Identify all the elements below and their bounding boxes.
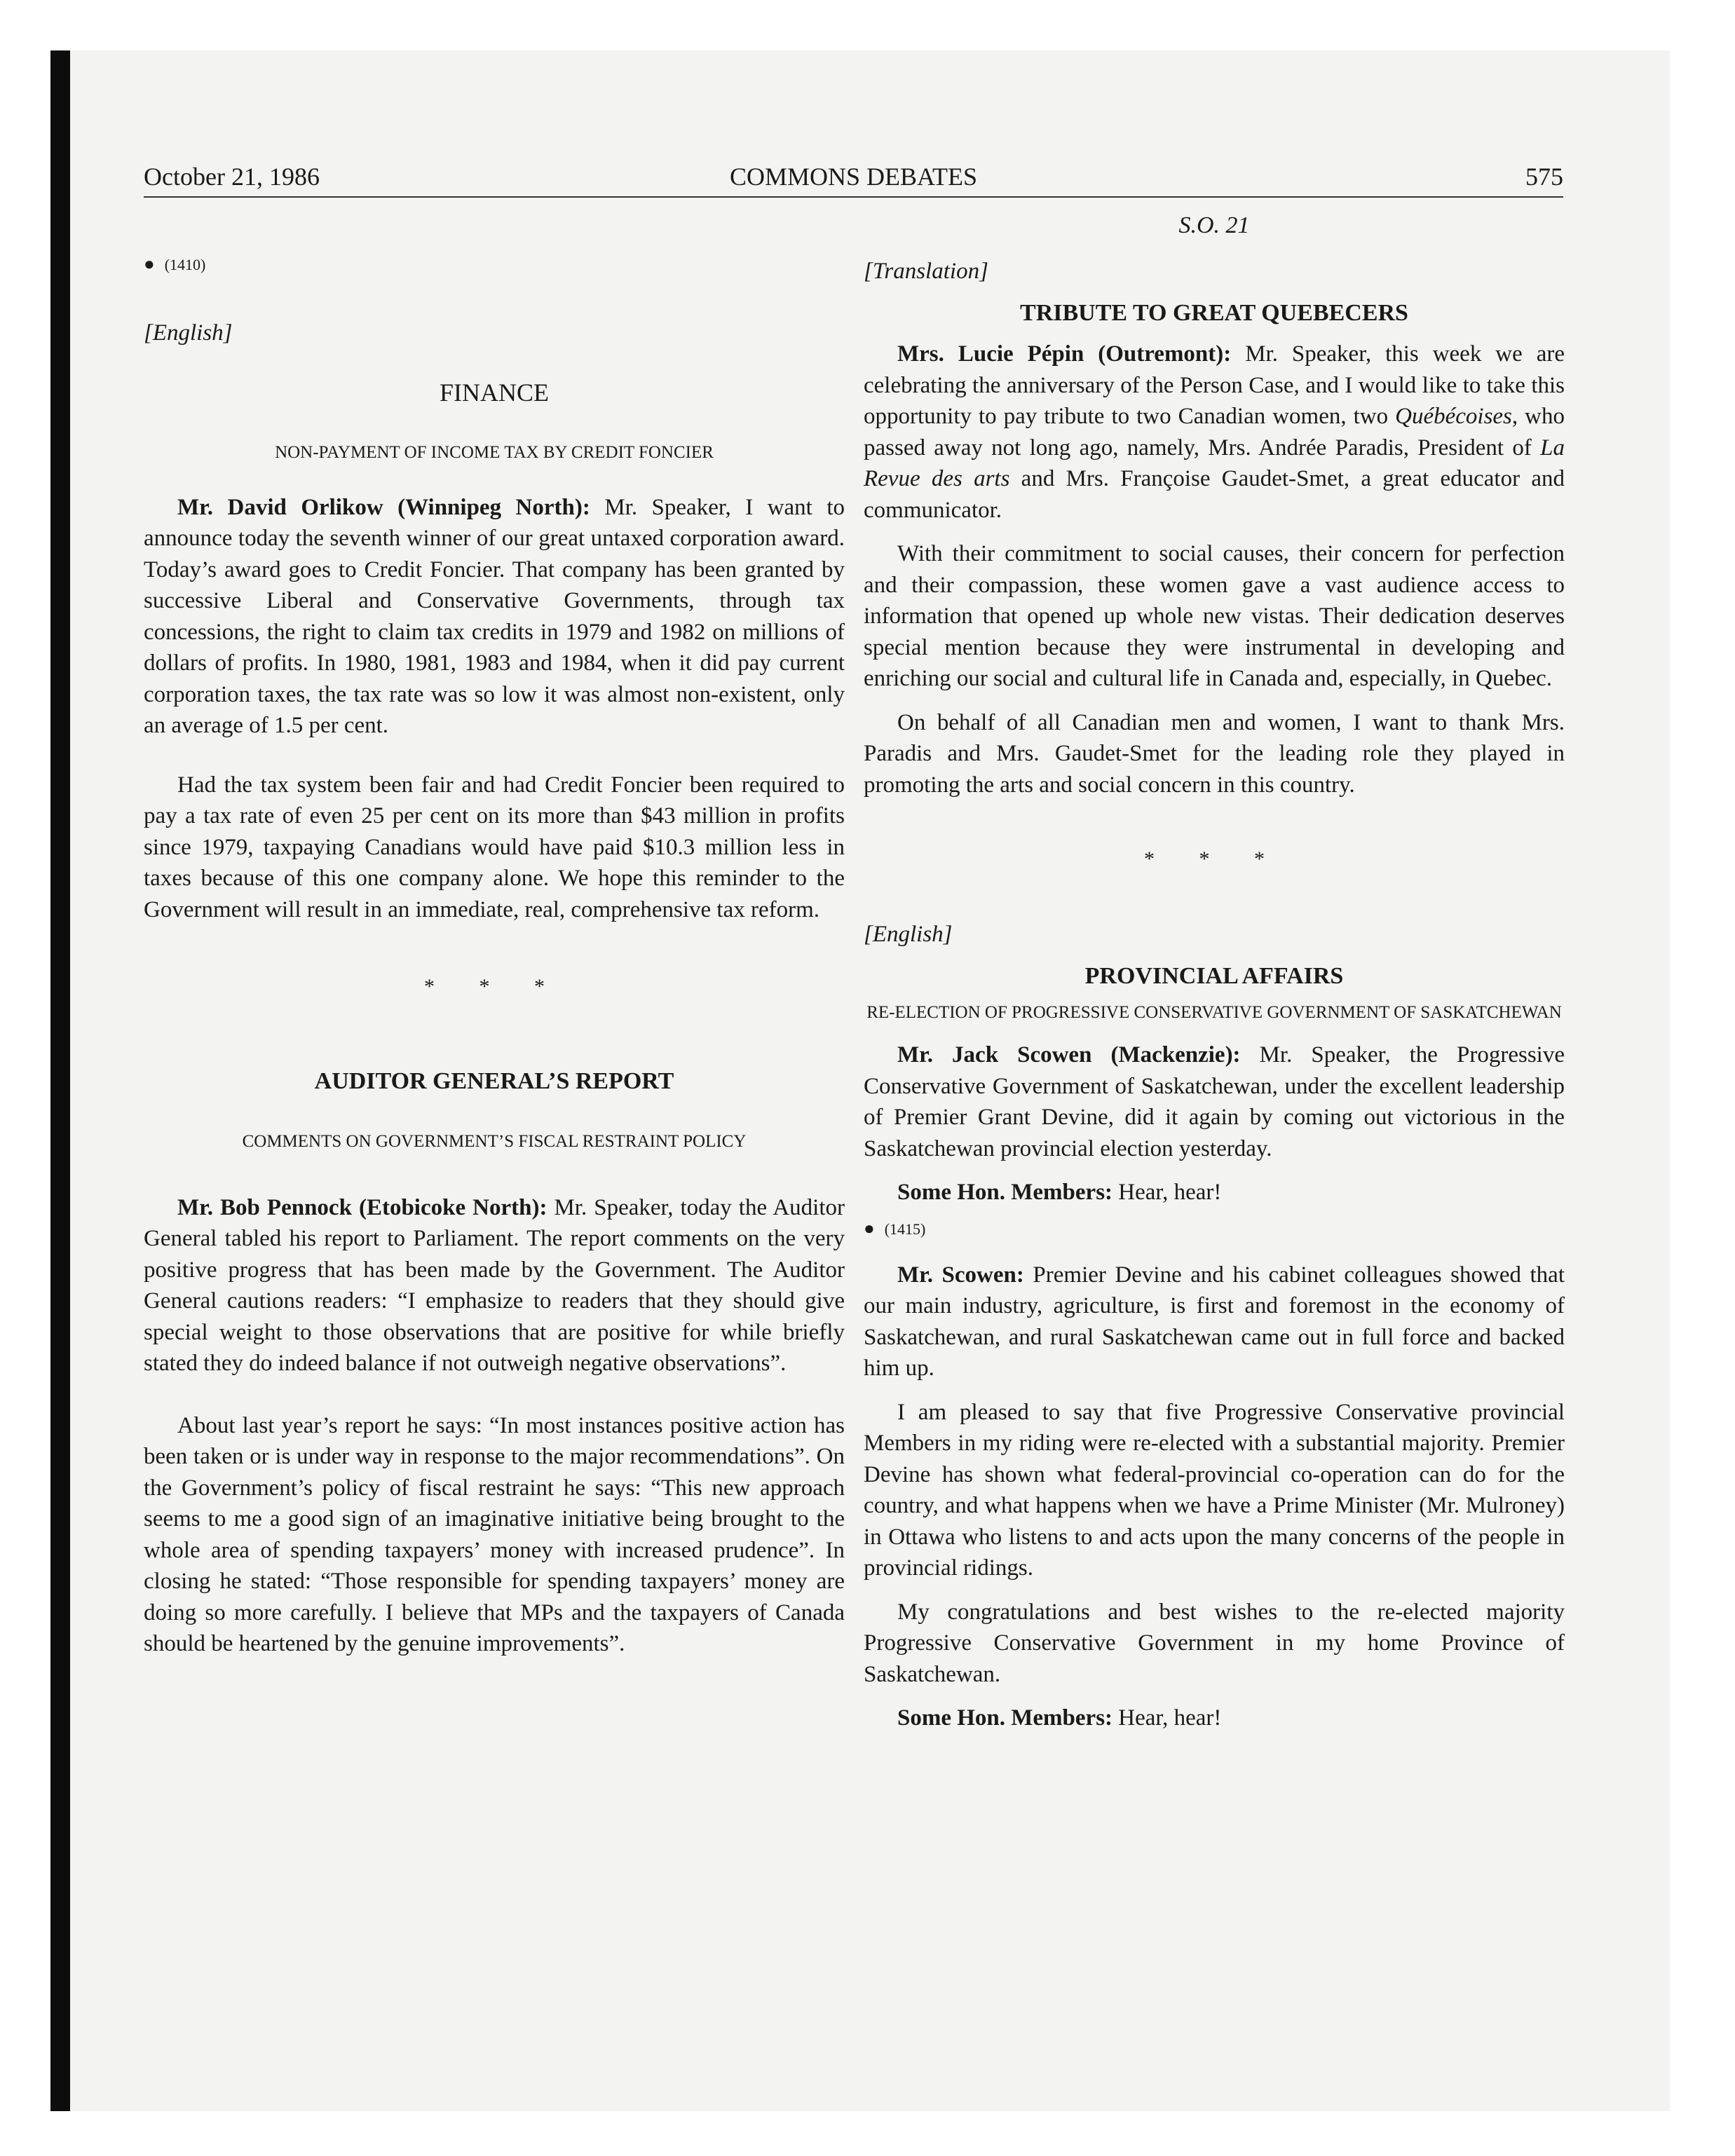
subheading-credit-foncier: NON-PAYMENT OF INCOME TAX BY CREDIT FONCIER (275, 442, 714, 462)
section-divider: * * * (424, 975, 564, 998)
language-marker: [English] (864, 921, 953, 947)
paragraph-scowen-2: Mr. Scowen: Premier Devine and his cabinet colleagues showed that our main industry, agriculture, is first and foremost in the economy of Saskatchewan, and rural Saskatchewan came out in full force and backed him up. (864, 1262, 1565, 1381)
paragraph-commitment: With their commitment to social causes, their concern for perfection and their compassion, these women gave a vast audience access to information that opened up whole new vistas. Their dedication deserves special mention because they were instrumental in developing and enriching our social and cultural life in Canada and, especially, in Quebec. (864, 541, 1565, 691)
page-number: 575 (1525, 163, 1563, 191)
section-heading-tribute: TRIBUTE TO GREAT QUEBECERS (1020, 300, 1408, 326)
section-heading-finance: FINANCE (439, 378, 549, 407)
time-stamp: ● (1415) (864, 1217, 926, 1239)
paragraph-congratulations: My congratulations and best wishes to the re-elected majority Progressive Conservative Government in my home Province of Saskatchewan. (864, 1599, 1565, 1687)
paragraph-tax-system: Had the tax system been fair and had Credit Foncier been required to pay a tax rate of even 25 per cent on its more than $43 million in profits since 1979, taxpaying Canadians would have paid $10.3 million less in taxes because of this one company alone. We hope this reminder to the Government will result in an immediate, real, comprehensive tax reform. (144, 772, 845, 922)
paragraph-scowen: Mr. Jack Scowen (Mackenzie): Mr. Speaker, the Progressive Conservative Government of Saskatchewan, under the excellent leadership of Premier Grant Devine, did it again by coming out victorious in the Saskatchewan provincial election yesterday. (864, 1042, 1565, 1161)
speaker-name: Some Hon. Members: (897, 1705, 1113, 1731)
speaker-name: Mr. Bob Pennock (Etobicoke North): (177, 1194, 547, 1220)
paragraph-orlikow: Mr. David Orlikow (Winnipeg North): Mr. Speaker, I want to announce today the seventh winner of our great untaxed corporation award. Today’s award goes to Credit Foncier. That company has been granted by successive Liberal and Conservative Governments, through tax concessions, the right to claim tax credits in 1979 and 1982 on millions of dollars of profits. In 1980, 1981, 1983 and 1984, when it did pay current corporation taxes, the tax rate was so low it was almost non-existent, only an average of 1.5 per cent. (144, 494, 845, 738)
paragraph-pennock: Mr. Bob Pennock (Etobicoke North): Mr. Speaker, today the Auditor General tabled his report to Parliament. The report comments on the very positive progress that has been made by the Government. The Auditor General cautions readers: “I emphasize to readers that they should give special weight to those observations that are positive for while briefly stated they do indeed balance if not outweigh negative observations”. (144, 1194, 845, 1376)
left-column (144, 210, 845, 1660)
running-header (144, 161, 1563, 198)
header-publication: COMMONS DEBATES (729, 163, 978, 191)
right-column (864, 210, 1565, 1734)
speaker-name: Mr. Scowen: (897, 1262, 1024, 1288)
paragraph-pleased: I am pleased to say that five Progressive Conservative provincial Members in my riding were re-elected with a substantial majority. Premier Devine has shown what federal-provincial co-operation can do for the country, and what happens when we have a Prime Minister (Mr. Mulroney) in Ottawa who listens to and acts upon the many concerns of the people in provincial ridings. (864, 1399, 1565, 1581)
paragraph-hear-hear: Some Hon. Members: Hear, hear! (897, 1180, 1222, 1205)
header-date: October 21, 1986 (144, 163, 320, 191)
speaker-name: Mr. Jack Scowen (Mackenzie): (897, 1042, 1241, 1067)
paragraph-last-year-report: About last year’s report he says: “In most instances positive action has been taken or is under way in response to the major recommendations”. On the Government’s policy of fiscal restraint he says: “This new approach seems to me a good sign of an imaginative initiative being brought to the whole area of spending taxpayers’ money with increased prudence”. In closing he stated: “Those responsible for spending taxpayers’ money are doing so more carefully. I believe that MPs and the taxpayers of Canada should be heartened by the genuine improvements”. (144, 1412, 845, 1656)
speaker-name: Mrs. Lucie Pépin (Outremont): (897, 341, 1232, 367)
speaker-name: Some Hon. Members: (897, 1180, 1113, 1205)
paragraph-on-behalf: On behalf of all Canadian men and women, I want to thank Mrs. Paradis and Mrs. Gaudet-Smet for the leading role they played in promoting the arts and social concern in this country. (864, 709, 1565, 798)
speaker-name: Mr. David Orlikow (Winnipeg North): (177, 494, 590, 520)
section-heading-auditor: AUDITOR GENERAL’S REPORT (314, 1067, 674, 1094)
paragraph-hear-hear-2: Some Hon. Members: Hear, hear! (897, 1705, 1222, 1731)
section-divider: * * * (1144, 847, 1284, 871)
language-marker: [English] (144, 320, 233, 346)
subheading-saskatchewan: RE-ELECTION OF PROGRESSIVE CONSERVATIVE GOVERNMENT OF SASKATCHEWAN (866, 1003, 1562, 1022)
subheading-fiscal-restraint: COMMENTS ON GOVERNMENT’S FISCAL RESTRAINT POLICY (242, 1131, 747, 1151)
standing-order-label: S.O. 21 (1178, 212, 1250, 238)
paragraph-pepin: Mrs. Lucie Pépin (Outremont): Mr. Speaker, this week we are celebrating the anniversary of the Person Case, and I would like to take this opportunity to pay tribute to two Canadian women, two Québécoises, who passed away not long ago, namely, Mrs. Andrée Paradis, President of La Revue des arts and Mrs. Françoise Gaudet-Smet, a great educator and communicator. (864, 341, 1565, 523)
language-marker: [Translation] (864, 258, 988, 284)
time-stamp: ● (1410) (144, 254, 206, 274)
binding-edge (50, 50, 70, 2111)
section-heading-provincial: PROVINCIAL AFFAIRS (1084, 963, 1344, 989)
